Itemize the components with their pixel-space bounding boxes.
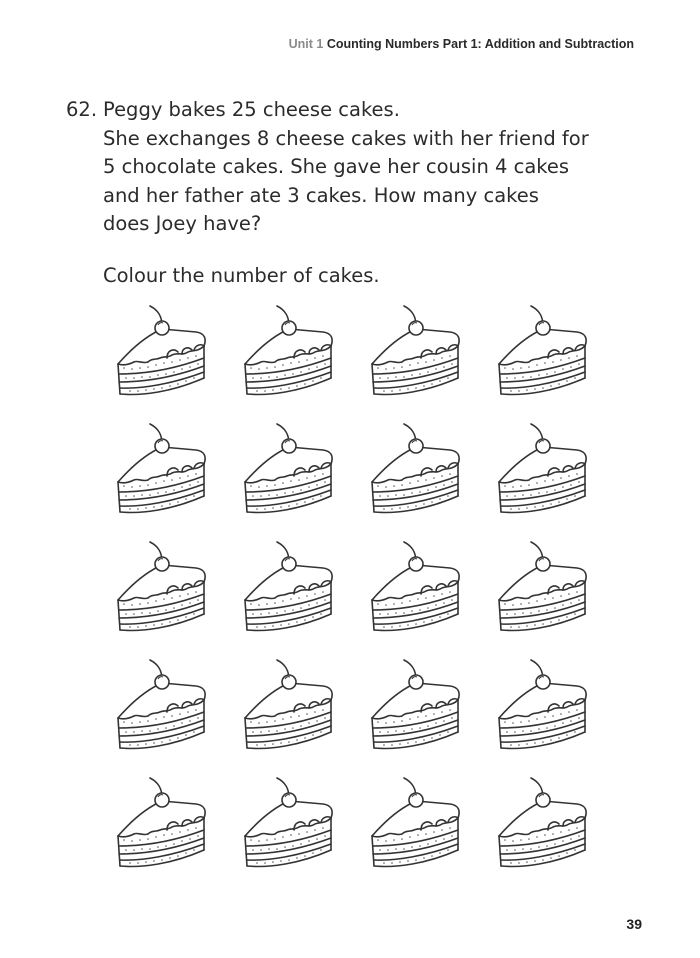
cake-slice-icon — [366, 656, 466, 764]
cake-slice-icon — [366, 538, 466, 646]
cake-slice-icon — [112, 420, 212, 528]
cake-slice-icon — [239, 656, 339, 764]
cake-slice-icon — [493, 420, 593, 528]
cake-slice-icon — [112, 538, 212, 646]
cake-slice-icon — [493, 656, 593, 764]
cake-slice-icon — [493, 538, 593, 646]
question-text — [103, 96, 666, 239]
page-number: 39 — [626, 916, 642, 932]
question-line: She exchanges 8 cheese cakes with her friend for — [103, 126, 589, 150]
cake-slice-icon — [366, 774, 466, 882]
question-line: 5 chocolate cakes. She gave her cousin 4 cakes — [103, 155, 570, 178]
cake-slice-icon — [239, 774, 339, 882]
cake-slice-icon — [112, 656, 212, 764]
cake-slice-icon — [493, 774, 593, 882]
question-line: and her father ate 3 cakes. How many cakes — [103, 183, 539, 207]
cake-grid — [112, 302, 612, 894]
cake-slice-icon — [493, 302, 593, 410]
cake-slice-icon — [239, 538, 339, 646]
unit-label: Unit 1 — [288, 37, 324, 51]
question-line: does Joey have? — [103, 212, 262, 235]
cake-slice-icon — [366, 420, 466, 528]
question-62 — [66, 96, 666, 239]
unit-title: Counting Numbers Part 1: Addition and Subtraction — [326, 37, 634, 51]
cake-slice-icon — [239, 302, 339, 410]
page-header — [289, 37, 634, 51]
cake-slice-icon — [112, 774, 212, 882]
cake-slice-icon — [112, 302, 212, 410]
question-line: Peggy bakes 25 cheese cakes. — [103, 98, 400, 121]
cake-slice-icon — [366, 302, 466, 410]
cake-slice-icon — [239, 420, 339, 528]
question-number: 62. — [66, 98, 98, 121]
instruction-text: Colour the number of cakes. — [103, 264, 380, 287]
